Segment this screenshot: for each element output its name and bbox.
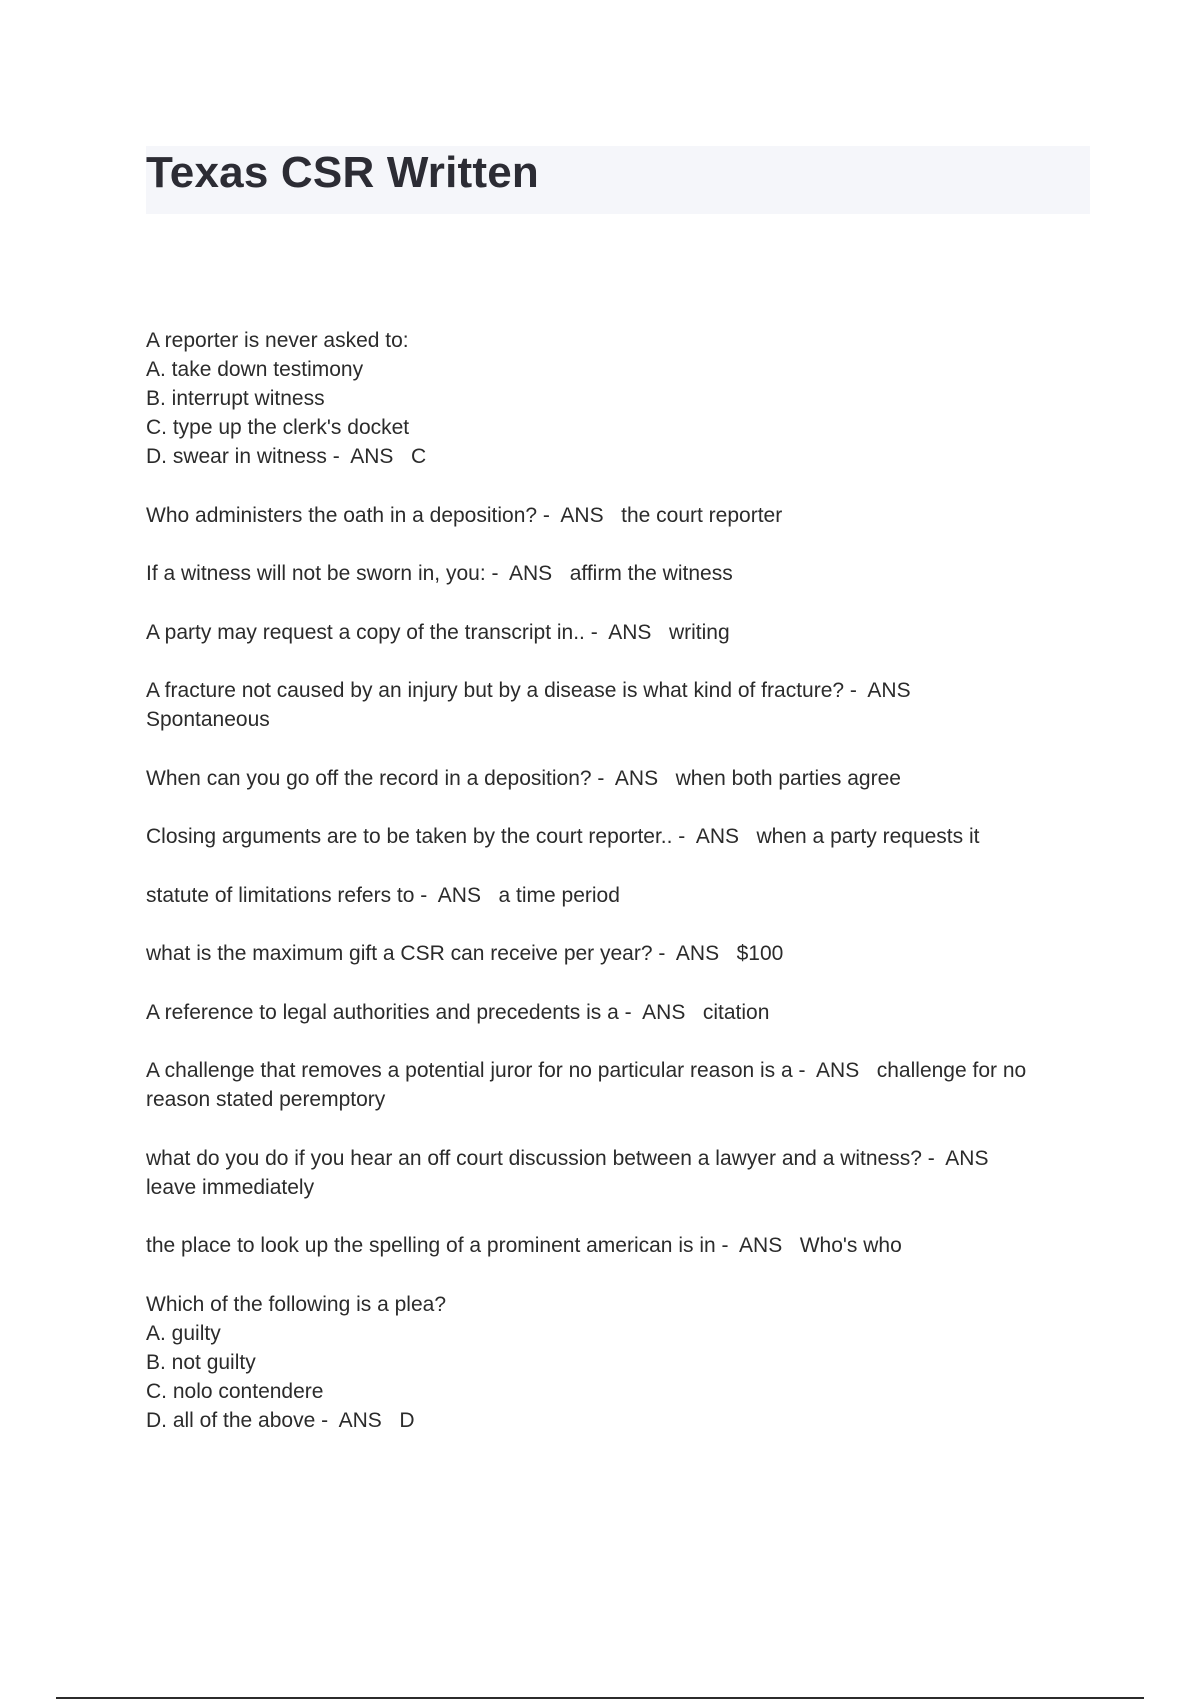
answer-text: $100 [736,942,784,965]
answer-line: Closing arguments are to be taken by the court reporter.. - ANS when a party requests it [146,825,980,848]
answer-line: D. all of the above - ANS D [146,1408,415,1432]
qa-item [146,998,1086,1027]
answer-text: citation [702,1000,770,1024]
ans-label: ANS [945,1146,989,1170]
answer-option: C. nolo contendere [146,1379,324,1403]
answer-text: when both parties agree [675,766,901,790]
answer-line: what do you do if you hear an off court discussion between a lawyer and a witness? - ANS [146,1146,989,1170]
answer-text: writing [668,620,730,644]
ans-label: ANS [350,445,394,468]
ans-label: ANS [867,679,911,702]
ans-label: ANS [509,562,553,585]
answer-text: the court reporter [621,503,783,527]
question-text: Who administers the oath in a deposition? [146,503,538,527]
qa-item [146,881,1086,910]
answer-text: Spontaneous [146,708,270,731]
question-text: A fracture not caused by an injury but by a disease is what kind of fracture? [146,679,845,702]
ans-label: ANS [608,620,652,644]
answer-option: C. type up the clerk's docket [146,416,410,439]
qa-item [146,618,1086,647]
qa-item [146,1144,1086,1202]
answer-line: When can you go off the record in a deposition? - ANS when both parties agree [146,766,901,790]
qa-item [146,501,1086,530]
qa-item [146,1231,1086,1260]
question-text: A challenge that removes a potential juror for no particular reason is a [146,1059,793,1082]
answer-line: If a witness will not be sworn in, you: - ANS affirm the witness [146,562,733,585]
answer-text: when a party requests it [756,825,980,848]
qa-item [146,1056,1086,1114]
question-text: Closing arguments are to be taken by the court reporter.. [146,825,673,848]
answer-option: D. all of the above [146,1408,316,1432]
answer-line: A party may request a copy of the transcript in.. - ANS writing [146,620,730,644]
qa-item [146,559,1086,588]
answer-option: B. not guilty [146,1350,256,1374]
question-text: A reference to legal authorities and precedents is a [146,1000,619,1024]
ans-label: ANS [642,1000,686,1024]
qa-item [146,326,1086,471]
answer-text: challenge for no [876,1059,1027,1082]
question-text: A party may request a copy of the transcript in.. [146,620,585,644]
answer-text: reason stated peremptory [146,1088,386,1111]
ans-label: ANS [695,825,739,848]
answer-line: the place to look up the spelling of a prominent american is in - ANS Who's who [146,1234,902,1257]
question-text: If a witness will not be sworn in, you: [146,562,486,585]
ans-label: ANS [560,503,604,527]
qa-item [146,822,1086,851]
answer-line: what is the maximum gift a CSR can receive per year? - ANS $100 [146,942,784,965]
ans-label: ANS [816,1059,860,1082]
answer-line: A fracture not caused by an injury but by a disease is what kind of fracture? - ANS [146,679,911,702]
answer-option: A. guilty [146,1321,221,1345]
question-text: what do you do if you hear an off court discussion between a lawyer and a witness? [146,1146,922,1170]
answer-option: B. interrupt witness [146,387,325,410]
qa-item [146,939,1086,968]
answer-line: A reference to legal authorities and precedents is a - ANS citation [146,1000,770,1024]
answer-text: a time period [498,883,620,907]
question-text: A reporter is never asked to: [146,329,409,352]
qa-list [146,326,1086,1464]
ans-label: ANS [338,1408,382,1432]
answer-text: affirm the witness [569,562,733,585]
qa-item [146,764,1086,793]
answer-text: C [410,445,427,468]
answer-line: statute of limitations refers to - ANS a time period [146,883,620,907]
ans-label: ANS [437,883,481,907]
ans-label: ANS [675,942,720,965]
answer-line: A challenge that removes a potential juror for no particular reason is a - ANS challenge for no [146,1059,1027,1082]
footer-divider [56,1697,1144,1699]
question-text: statute of limitations refers to [146,883,415,907]
question-text: what is the maximum gift a CSR can receive per year? [146,942,653,965]
question-text: Which of the following is a plea? [146,1292,446,1316]
answer-line: Who administers the oath in a deposition? - ANS the court reporter [146,503,783,527]
answer-option: D. swear in witness [146,445,327,468]
document-title: Texas CSR Written [146,148,539,197]
ans-label: ANS [739,1234,783,1257]
question-text: the place to look up the spelling of a prominent american is in [146,1234,716,1257]
qa-item [146,676,1086,734]
answer-text: Who's who [799,1234,902,1257]
question-text: When can you go off the record in a deposition? [146,766,592,790]
ans-label: ANS [614,766,659,790]
answer-text: leave immediately [146,1175,315,1199]
answer-line: D. swear in witness - ANS C [146,445,427,468]
answer-option: A. take down testimony [146,358,364,381]
answer-text: D [399,1408,415,1432]
qa-item [146,1290,1086,1435]
